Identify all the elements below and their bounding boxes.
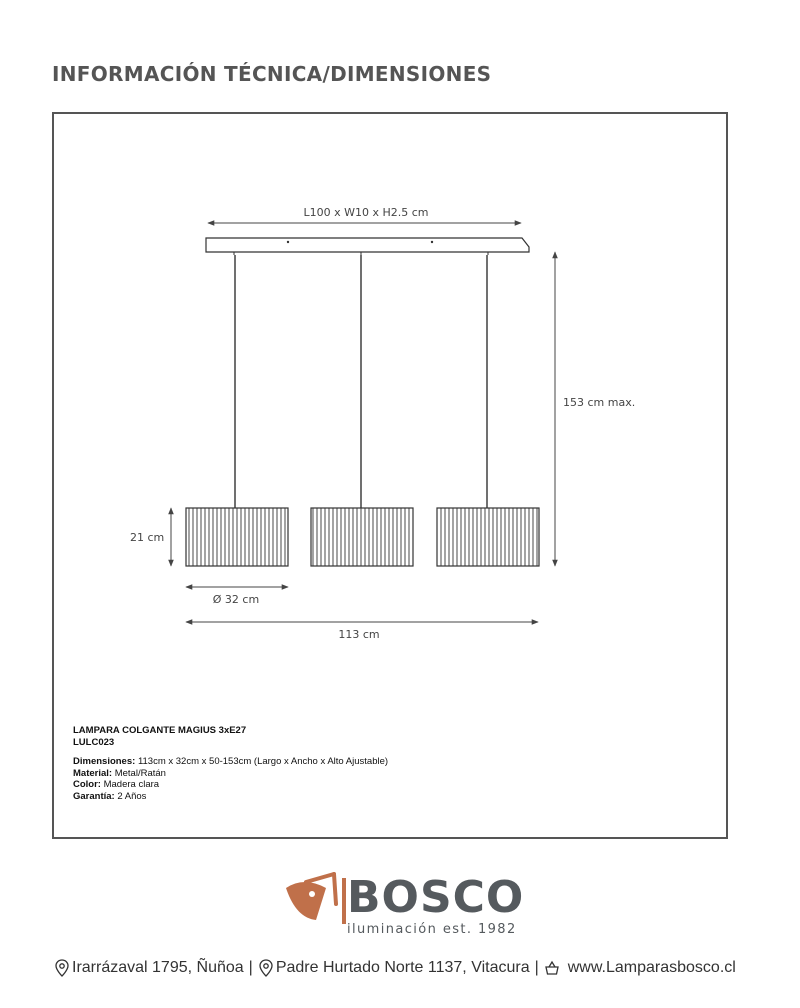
spec-value: 2 Años (117, 790, 147, 802)
location-pin-icon (54, 959, 70, 977)
footer-separator: | (534, 959, 539, 976)
shade-left (186, 508, 288, 566)
page-title: INFORMACIÓN TÉCNICA/DIMENSIONES (52, 62, 492, 86)
spec-label: Garantía: (73, 790, 115, 802)
spec-value: Metal/Ratán (114, 767, 166, 779)
spec-value: Madera clara (103, 779, 160, 790)
shade-right (437, 508, 539, 566)
footer-website-link[interactable]: www.Lamparasbosco.cl (567, 959, 736, 976)
spec-material (73, 768, 388, 780)
dim-height-label: 153 cm max. (563, 396, 636, 409)
spec-value: 113cm x 32cm x 50-153cm (Largo x Ancho x Alto Ajustable) (137, 756, 389, 767)
footer-separator: | (248, 959, 253, 976)
product-info (73, 725, 388, 802)
location-pin-icon (258, 959, 274, 977)
brand-name: BOSCO (347, 872, 525, 923)
product-name: LAMPARA COLGANTE MAGIUS 3xE27 (73, 725, 247, 736)
brand-tagline: iluminación est. 1982 (347, 922, 517, 937)
dim-total-length-label: 113 cm (338, 628, 380, 641)
spec-dimensions (73, 756, 388, 768)
spec-label: Color: (73, 779, 101, 790)
footer-address-2: Padre Hurtado Norte 1137, Vitacura (275, 959, 530, 976)
spec-warranty (73, 791, 388, 803)
shade-center (311, 508, 413, 566)
dim-top-label: L100 x W10 x H2.5 cm (303, 206, 429, 219)
spec-color (73, 779, 388, 791)
spec-label: Material: (73, 767, 113, 779)
dim-shade-height-label: 21 cm (130, 531, 165, 544)
product-code: LULC023 (73, 736, 115, 748)
footer-address-1: Irarrázaval 1795, Ñuñoa (72, 959, 244, 976)
canopy-bar (206, 238, 529, 252)
shopping-basket-icon (544, 959, 560, 977)
footer (54, 956, 754, 980)
dim-diameter-label: Ø 32 cm (212, 593, 260, 606)
spec-label: Dimensiones: (73, 756, 136, 767)
